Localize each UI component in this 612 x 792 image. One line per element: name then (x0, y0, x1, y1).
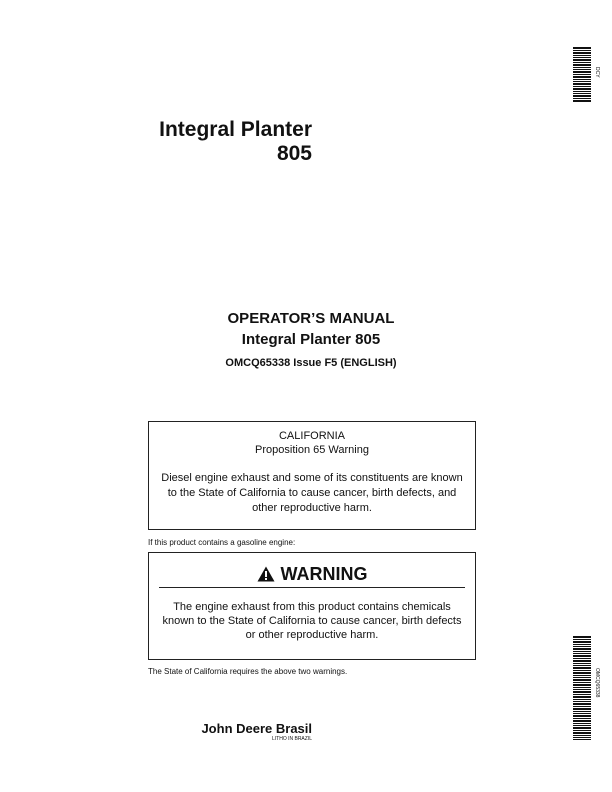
requirement-note: The State of California requires the above two warnings. (148, 667, 348, 676)
warning-divider (159, 587, 465, 588)
document-title: Integral Planter (159, 118, 312, 141)
proposition-heading: Proposition 65 Warning (255, 444, 369, 456)
warning-triangle-icon (257, 565, 275, 587)
gasoline-warning-box (148, 552, 476, 660)
top-barcode-label: DCY (594, 67, 600, 78)
bottom-barcode (573, 636, 591, 740)
california-warning-box (148, 421, 476, 530)
warning-heading: WARNING (280, 564, 368, 584)
top-barcode (573, 47, 591, 102)
california-heading: CALIFORNIA (278, 430, 345, 442)
litho-note: LITHO IN BRAZIL (271, 736, 312, 742)
gasoline-engine-note: If this product contains a gasoline engine: (148, 538, 296, 547)
manual-subheading: Integral Planter 805 (241, 331, 381, 348)
warning-text: The engine exhaust from this product contains chemicals known to the State of California to cause cancer, birth defects or other reproductive harm. (162, 601, 462, 641)
manual-code: OMCQ65338 Issue F5 (ENGLISH) (225, 357, 397, 369)
model-number: 805 (276, 142, 312, 165)
bottom-barcode-label: OMCQ65338 (594, 668, 600, 698)
brand-name: John Deere Brasil (201, 721, 312, 736)
warning-heading-row (149, 563, 475, 587)
california-warning-text: Diesel engine exhaust and some of its constituents are known to the State of California to cause cancer, birth defects, and other reproductive harm. (161, 472, 463, 514)
manual-heading: OPERATOR’S MANUAL (227, 310, 395, 327)
